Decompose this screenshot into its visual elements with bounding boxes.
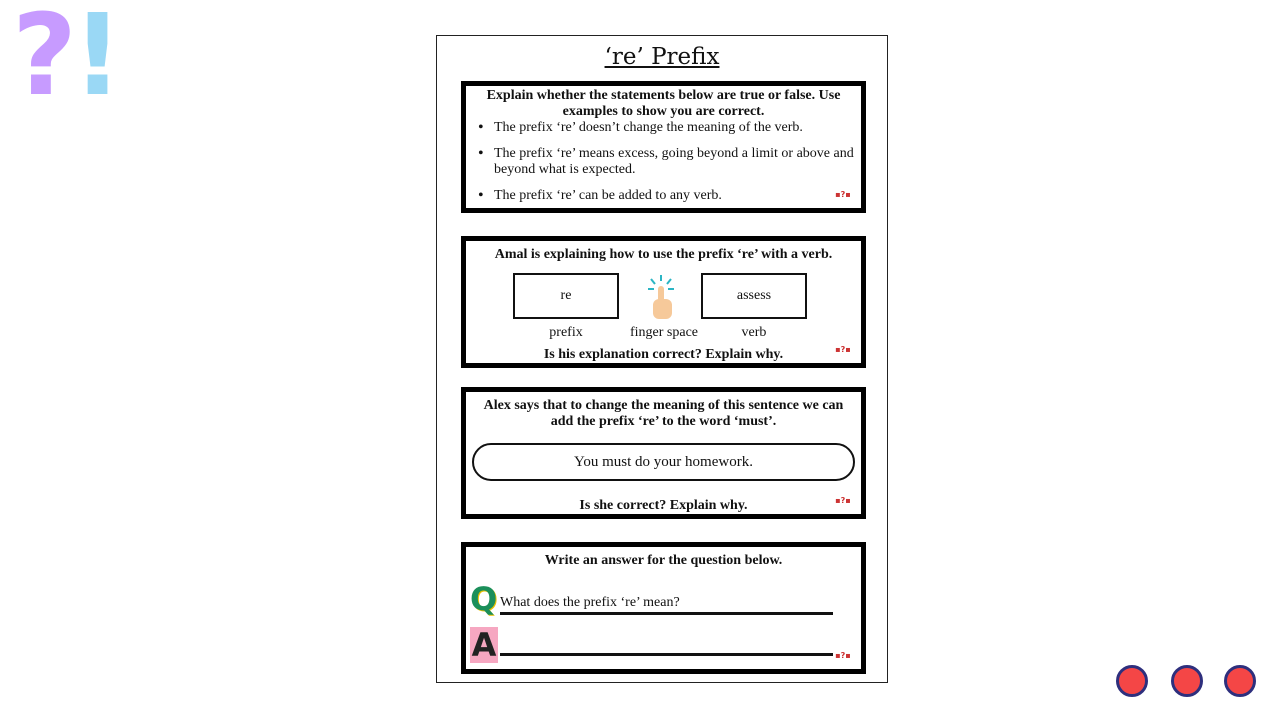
verb-word-box	[701, 273, 807, 319]
exclamation-mark-decoration: !	[72, 0, 124, 121]
question-3-prompt: Is she correct? Explain why.	[579, 498, 748, 513]
answer-line[interactable]	[500, 653, 833, 656]
q-letter-icon: Q	[470, 580, 498, 618]
question-box-2	[461, 236, 866, 368]
question-2-heading: Amal is explaining how to use the prefix ‘re’ with a verb.	[494, 247, 833, 262]
question-box-3	[461, 387, 866, 519]
question-2-prompt: Is his explanation correct? Explain why.	[543, 347, 784, 362]
publisher-logo: ▪?▪	[835, 190, 851, 199]
pointing-finger-icon	[646, 273, 676, 321]
statement-item: • The prefix ‘re’ can be added to any verb.	[476, 188, 855, 204]
question-3-heading: Alex says that to change the meaning of this sentence we can add the prefix ‘re’ to the word ‘must’.	[483, 398, 844, 429]
worksheet-page	[436, 35, 888, 683]
question-box-1	[461, 81, 866, 213]
red-dot-icon	[1171, 665, 1203, 697]
question-underline	[500, 612, 833, 615]
example-sentence-box	[472, 443, 855, 481]
statement-item: • The prefix ‘re’ doesn’t change the meaning of the verb.	[476, 120, 855, 136]
finger-space-label: finger space	[629, 325, 699, 340]
statement-list	[476, 120, 855, 204]
publisher-logo: ▪?▪	[835, 496, 851, 505]
question-box-4	[461, 542, 866, 674]
statement-item: • The prefix ‘re’ means excess, going beyond a limit or above and beyond what is expected.	[476, 146, 855, 178]
question-mark-decoration: ?	[12, 0, 77, 121]
verb-word: assess	[736, 288, 772, 303]
verb-label: verb	[741, 325, 767, 340]
question-4-heading: Write an answer for the question below.	[544, 553, 783, 568]
example-sentence: You must do your homework.	[574, 453, 753, 470]
answer-question-text: What does the prefix ‘re’ mean?	[500, 595, 680, 610]
prefix-word-box	[513, 273, 619, 319]
red-dot-icon	[1224, 665, 1256, 697]
prefix-word: re	[560, 288, 572, 303]
prefix-label: prefix	[549, 325, 583, 340]
publisher-logo: ▪?▪	[835, 345, 851, 354]
question-1-heading: Explain whether the statements below are true or false. Use examples to show you are correct.	[486, 88, 841, 119]
red-dot-icon	[1116, 665, 1148, 697]
publisher-logo: ▪?▪	[835, 651, 851, 660]
a-letter-icon: A	[471, 626, 497, 664]
page-title: ‘re’ Prefix	[604, 44, 720, 70]
